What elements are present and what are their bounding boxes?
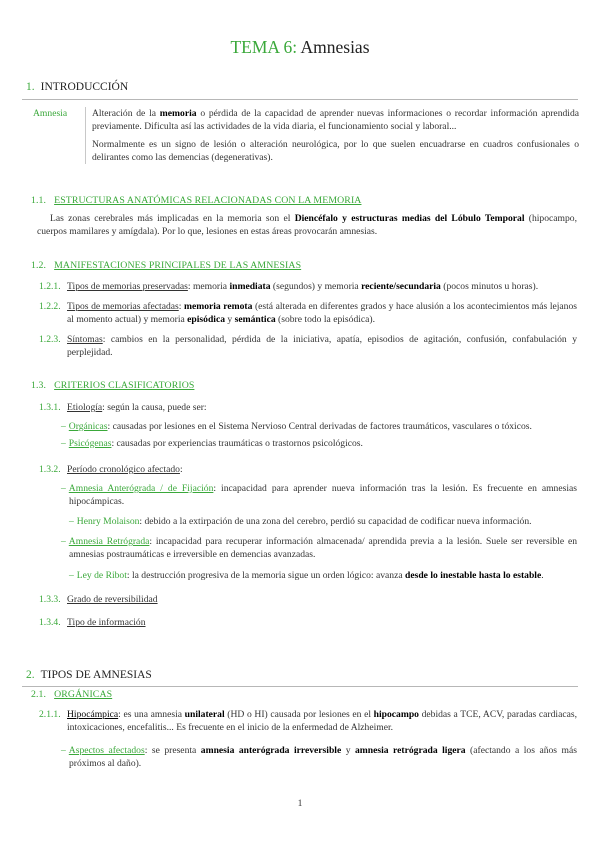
bullet-retrograda: – Amnesia Retrógrada: incapacidad para recuperar información almacenada/ aprendida previa a la lesión. Suele ser reversible en amnesias postraumáticas e irreversible en demencias avanzadas. [61, 536, 577, 560]
section-1-3-heading: 1.3. CRITERIOS CLASIFICATORIOS [31, 380, 195, 391]
definition-paragraph-1: Alteración de la memoria o pérdida de la capacidad de aprender nuevas informaciones o recordar información aprendida previamente. Dificulta así las actividades de la vida diaria, el funcionamiento social y laboral... [92, 108, 580, 132]
bullet-anterograda: – Amnesia Anterógrada / de Fijación: incapacidad para aprender nueva información tras la lesión. Es frecuente en amnesias hipocámpicas. [61, 483, 578, 507]
section-divider [22, 686, 578, 687]
sub-bullet-henry-molaison: – Henry Molaison: debido a la extirpación de una zona del cerebro, perdió su capacidad de codificar nueva información. [69, 516, 532, 527]
section-1-1-paragraph: Las zonas cerebrales más implicadas en la memoria son el Diencéfalo y estructuras medias del Lóbulo Temporal (hipocampo, cuerpos mamilares y amígdala). Por lo que, lesiones en estas áreas provocarán amnesias. [37, 213, 577, 237]
item-1-3-1: 1.3.1. Etiología: según la causa, puede ser: [39, 402, 207, 413]
definition-label: Amnesia [33, 108, 68, 119]
item-1-2-3: 1.2.3. Síntomas: cambios en la personalidad, pérdida de la iniciativa, apatía, episodios de agitación, confusión, confabulación y perplejidad. [39, 334, 577, 358]
definition-paragraph-2: Normalmente es un signo de lesión o alteración neurológica, por lo que suelen encuadrarse en cuadros confusionales o delirantes como las demencias (degenerativas). [92, 139, 579, 163]
page-title: TEMA 6: Amnesias [230, 37, 370, 57]
bullet-psicogenas: – Psicógenas: causadas por experiencias traumáticas o trastornos psicológicos. [61, 438, 363, 449]
item-1-2-2: 1.2.2. Tipos de memorias afectadas: memoria remota (está alterada en diferentes grados y hace alusión a los acontecimientos más lejanos al momento actual) y memoria episódica y semántica (sobre todo la episódica). [39, 301, 577, 325]
item-2-1-1: 2.1.1. Hipocámpica: es una amnesia unilateral (HD o HI) causada por lesiones en el hipocampo debidas a TCE, ACV, paradas cardiacas, intoxicaciones, encefalitis... Es frecuente en el inicio de la enfermedad de Alzheimer. [39, 709, 577, 733]
page-number: 1 [297, 798, 303, 809]
item-1-3-4: 1.3.4. Tipo de información [39, 617, 146, 628]
section-divider [22, 99, 578, 100]
section-1-heading: 1. INTRODUCCIÓN [26, 81, 129, 93]
sub-bullet-ley-de-ribot: – Ley de Ribot: la destrucción progresiva de la memoria sigue un orden lógico: avanza desde lo inestable hasta lo estable. [69, 570, 544, 581]
item-1-3-2: 1.3.2. Período cronológico afectado: [39, 464, 183, 475]
definition-content [85, 107, 579, 164]
section-1-2-heading: 1.2. MANIFESTACIONES PRINCIPALES DE LAS AMNESIAS [31, 260, 302, 271]
bullet-aspectos-afectados: – Aspectos afectados: se presenta amnesia anterógrada irreversible y amnesia retrógrada ligera (afectando a los años más próximos al daño). [61, 745, 577, 769]
section-2-heading: 2. TIPOS DE AMNESIAS [26, 669, 152, 681]
item-1-3-3: 1.3.3. Grado de reversibilidad [39, 594, 158, 605]
section-1-1-heading: 1.1. ESTRUCTURAS ANATÓMICAS RELACIONADAS CON LA MEMORIA [31, 195, 362, 206]
item-1-2-1: 1.2.1. Tipos de memorias preservadas: memoria inmediata (segundos) y memoria reciente/secundaria (pocos minutos u horas). [39, 281, 539, 292]
section-2-1-heading: 2.1. ORGÁNICAS [31, 689, 113, 700]
bullet-organicas: – Orgánicas: causadas por lesiones en el Sistema Nervioso Central derivadas de factores traumáticos, vasculares o tóxicos. [61, 421, 532, 432]
